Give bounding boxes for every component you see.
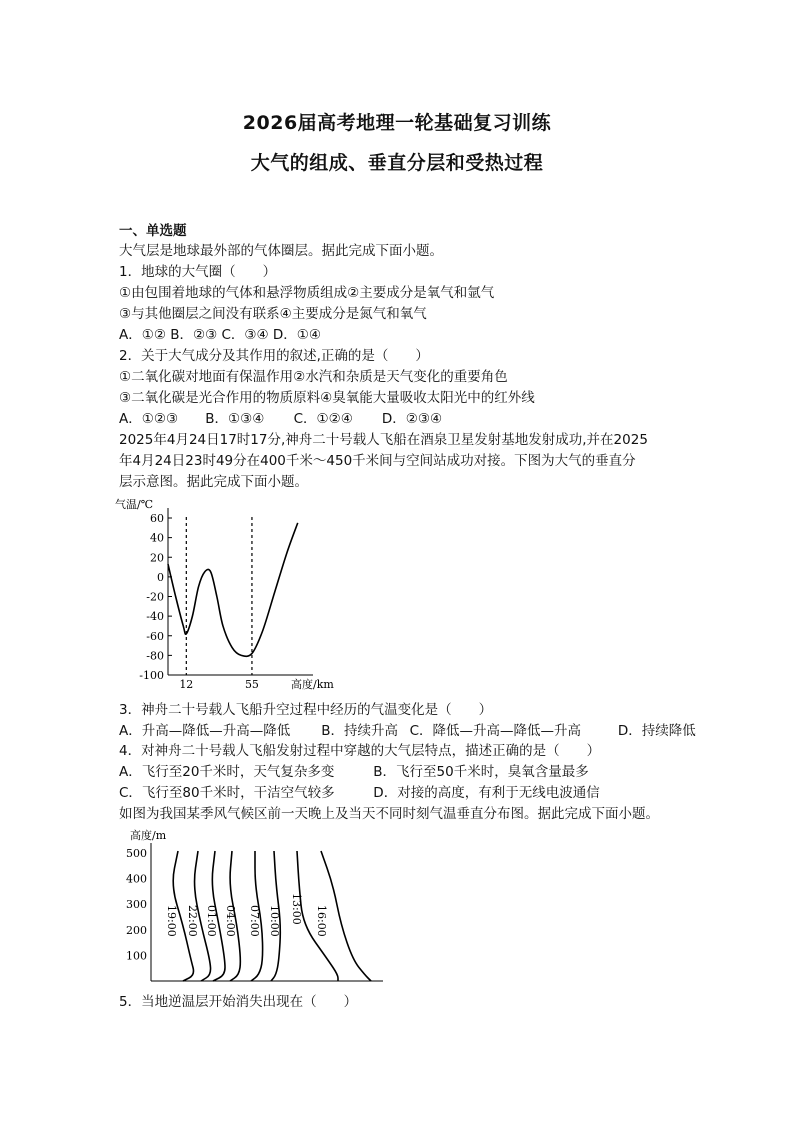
question-2-stem: 2．关于大气成分及其作用的叙述,正确的是（ ） bbox=[119, 348, 429, 364]
y-tick-label: 60 bbox=[150, 512, 164, 525]
y-tick-label: 200 bbox=[126, 923, 147, 937]
option-c[interactable]: C．降低—升高—降低—升高 bbox=[409, 723, 582, 739]
series-label: 16:00 bbox=[315, 905, 328, 937]
y-tick-label: 400 bbox=[126, 872, 147, 886]
series-label: 07:00 bbox=[248, 905, 261, 937]
intro-text-3: 如图为我国某季风气候区前一天晚上及当天不同时刻气温垂直分布图。据此完成下面小题。 bbox=[119, 806, 659, 822]
y-tick-label: 500 bbox=[126, 847, 147, 860]
y-axis-label: 气温/℃ bbox=[115, 498, 154, 511]
x-axis-label: 高度/km bbox=[291, 678, 334, 691]
y-tick-label: 40 bbox=[150, 531, 164, 545]
series-label: 04:00 bbox=[224, 905, 237, 937]
y-tick-label: 0 bbox=[157, 570, 164, 584]
option-b[interactable]: B．持续升高 bbox=[321, 723, 399, 739]
question-3-stem: 3．神舟二十号载人飞船升空过程中经历的气温变化是（ ） bbox=[119, 702, 493, 718]
question-1-line-2: ③与其他圈层之间没有联系④主要成分是氮气和氧气 bbox=[119, 306, 427, 322]
series-label: 13:00 bbox=[290, 893, 303, 925]
temperature-curve bbox=[168, 523, 298, 656]
x-tick-label: 12 bbox=[179, 678, 194, 691]
option-b[interactable]: B．①③④ bbox=[205, 411, 265, 427]
question-1-line-1: ①由包围着地球的气体和悬浮物质组成②主要成分是氧气和氩气 bbox=[119, 285, 495, 301]
y-tick-label: 20 bbox=[150, 551, 164, 565]
question-4-options-row-2 bbox=[119, 783, 600, 803]
y-tick-label: 100 bbox=[126, 949, 147, 963]
series-label: 19:00 bbox=[165, 905, 178, 937]
option-c[interactable]: C．飞行至80千米时，干洁空气较多 bbox=[119, 785, 335, 801]
y-tick-label: -80 bbox=[146, 649, 164, 663]
temperature-altitude-chart bbox=[113, 492, 334, 692]
y-tick-label: -40 bbox=[146, 610, 164, 624]
series-label: 22:00 bbox=[186, 905, 199, 937]
x-tick-label: 55 bbox=[244, 678, 259, 691]
intro-text-2-line-3: 层示意图。据此完成下面小题。 bbox=[119, 474, 308, 490]
option-a[interactable]: A．飞行至20千米时，天气复杂多变 bbox=[119, 764, 335, 780]
page-title: 2026届高考地理一轮基础复习训练 bbox=[242, 112, 552, 134]
question-5-stem: 5．当地逆温层开始消失出现在（ ） bbox=[119, 994, 358, 1010]
section-heading: 一、单选题 bbox=[119, 223, 187, 239]
intro-text-2-line-1: 2025年4月24日17时17分,神舟二十号载人飞船在酒泉卫星发射基地发射成功,并在2025 bbox=[119, 432, 648, 448]
question-4-options-row-1 bbox=[119, 762, 589, 782]
option-a[interactable]: A．升高—降低—升高—降低 bbox=[119, 723, 291, 739]
y-tick-label: -100 bbox=[139, 669, 164, 682]
series-label: 01:00 bbox=[205, 905, 218, 937]
y-tick-label: -20 bbox=[146, 590, 164, 604]
question-1-stem: 1．地球的大气圈（ ） bbox=[119, 264, 277, 280]
intro-text-1: 大气层是地球最外部的气体圈层。据此完成下面小题。 bbox=[119, 243, 443, 259]
option-d[interactable]: D．持续降低 bbox=[617, 723, 696, 739]
option-b[interactable]: B．飞行至50千米时，臭氧含量最多 bbox=[373, 764, 589, 780]
y-tick-label: 300 bbox=[126, 898, 147, 912]
option-d[interactable]: D．②③④ bbox=[381, 411, 443, 427]
y-axis-label: 高度/m bbox=[130, 829, 167, 842]
series-label: 10:00 bbox=[268, 905, 281, 937]
y-tick-label: -60 bbox=[146, 629, 164, 643]
page-subtitle: 大气的组成、垂直分层和受热过程 bbox=[250, 152, 544, 174]
option-c[interactable]: C．①②④ bbox=[293, 411, 353, 427]
intro-text-2-line-2: 年4月24日23时49分在400千米～450千米间与空间站成功对接。下图为大气的垂直分 bbox=[119, 453, 636, 469]
option-a[interactable]: A．①②③ bbox=[119, 411, 179, 427]
temperature-profile-chart bbox=[113, 825, 393, 985]
question-2-line-2: ③二氧化碳是光合作用的物质原料④臭氧能大量吸收太阳光中的红外线 bbox=[119, 390, 535, 406]
question-1-options: A．①② B．②③ C．③④ D．①④ bbox=[119, 327, 322, 343]
option-d[interactable]: D．对接的高度，有利于无线电波通信 bbox=[373, 785, 600, 801]
question-2-options bbox=[119, 409, 442, 429]
question-3-options bbox=[119, 721, 696, 741]
question-4-stem: 4．对神舟二十号载人飞船发射过程中穿越的大气层特点，描述正确的是（ ） bbox=[119, 743, 601, 759]
question-2-line-1: ①二氧化碳对地面有保温作用②水汽和杂质是天气变化的重要角色 bbox=[119, 369, 508, 385]
